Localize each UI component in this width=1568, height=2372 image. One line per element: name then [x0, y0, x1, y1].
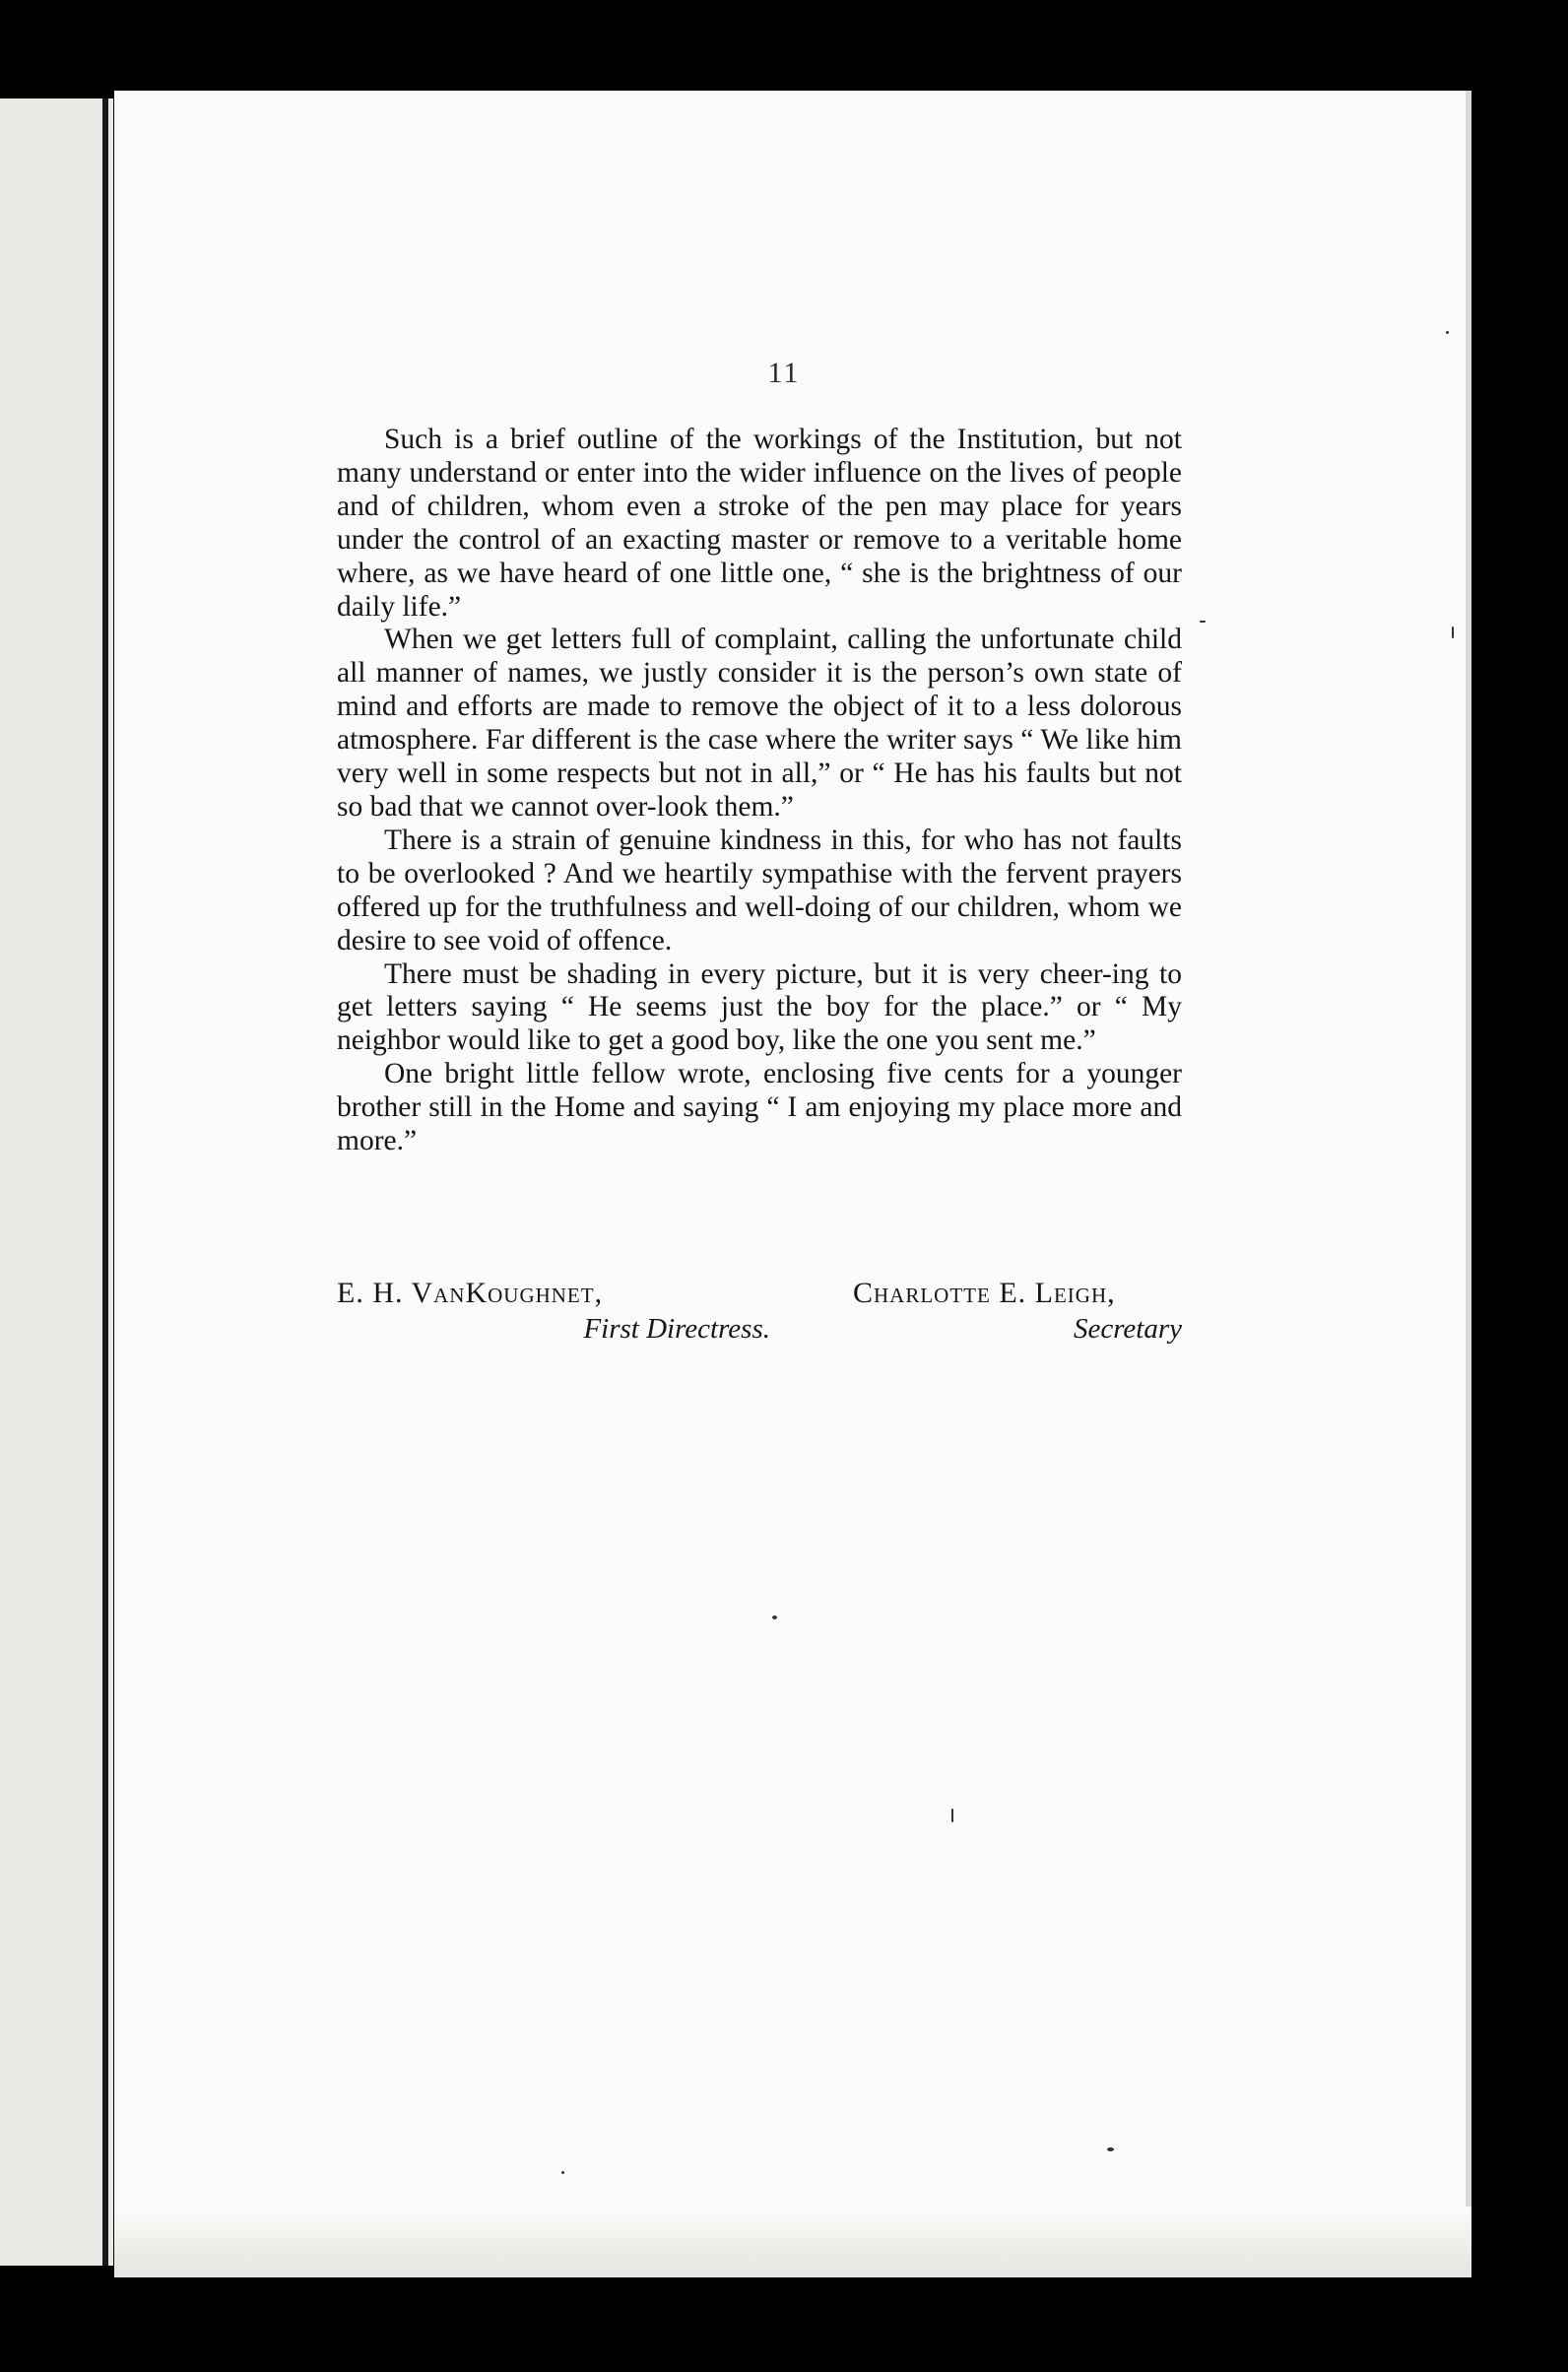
signature-title-left: First Directress. — [583, 1313, 770, 1345]
scan-speck — [1200, 621, 1206, 623]
paragraph-little-fellow: One bright little fellow wrote, enclosing five cents for a younger brother still in the Home and saying “ I am enjoying my place more and more.” — [337, 1058, 1182, 1157]
signature-title-right: Secretary — [1073, 1313, 1182, 1345]
paragraph-complaints: When we get letters full of complaint, calling the unfortunate child all manner of names, we justly consider it is the person’s own state of mind and efforts are made to remove the object of it to a less dolorous atmosphere. Far different is the case where the writer says “ We like him very well in some respects but not in all,” or “ He has his faults but not so bad that we cannot over-look them.” — [337, 624, 1182, 823]
page-gutter-shadow — [102, 99, 108, 2266]
scan-speck — [1107, 2147, 1114, 2151]
signature-secretary — [814, 1277, 1182, 1348]
paragraph-kindness: There is a strain of genuine kindness in this, for who has not faults to be overlooked ? And we heartily sympathise with the fervent prayers offered up for the truthfulness and well-doing of our children, whom we desire to see void of offence. — [337, 824, 1182, 956]
paragraph-shading: There must be shading in every picture, but it is very cheer-ing to get letters saying “ He seems just the boy for the place.” or “ My neighbor would like to get a good boy, like the one you sent me.” — [337, 957, 1182, 1057]
page-bottom-shading — [114, 2207, 1471, 2277]
scan-speck — [1452, 626, 1454, 638]
signature-first-directress — [337, 1277, 770, 1348]
document-page — [114, 91, 1471, 2277]
signature-block — [337, 1277, 1182, 1365]
scan-speck — [561, 2171, 564, 2174]
scan-speck — [1446, 331, 1449, 334]
facing-page-edge — [0, 99, 113, 2266]
page-number: 11 — [767, 357, 801, 389]
report-body — [337, 424, 1182, 1158]
scan-speck — [951, 1809, 953, 1822]
signature-name-left: E. H. VanKoughnet, — [337, 1277, 604, 1309]
signature-name-right: Charlotte E. Leigh, — [853, 1277, 1116, 1309]
scan-speck — [772, 1615, 777, 1619]
paragraph-outline: Such is a brief outline of the workings of the Institution, but not many understand or enter into the wider influence on the lives of people and of children, whom even a stroke of the pen may place for years under the control of an exacting master or remove to a veritable home where, as we have heard of one little one, “ she is the brightness of our daily life.” — [337, 424, 1182, 623]
